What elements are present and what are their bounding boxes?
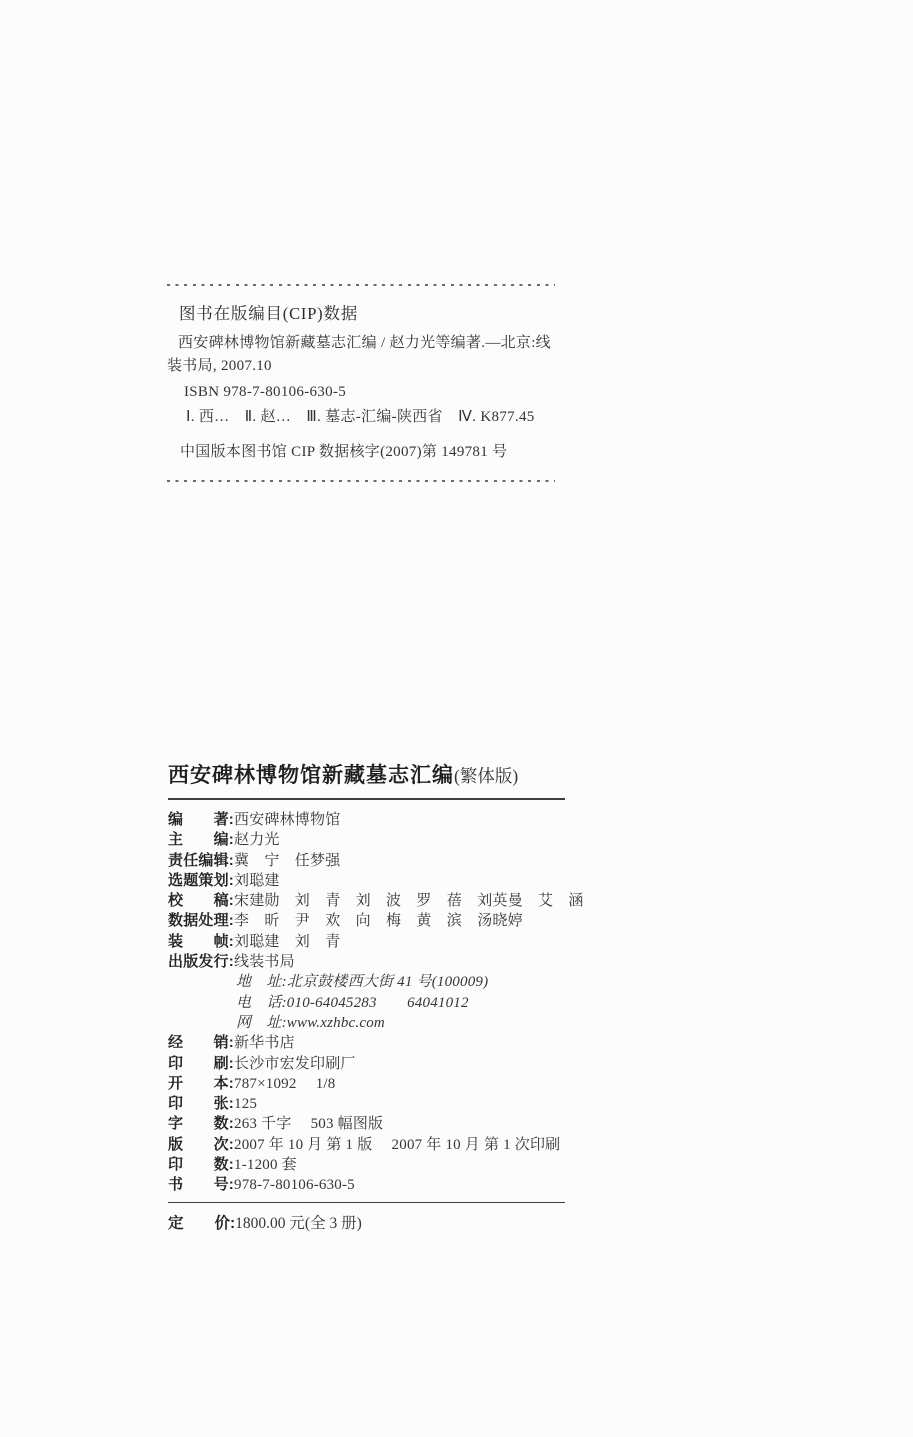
book-title-main: 西安碑林博物馆新藏墓志汇编 xyxy=(168,764,454,787)
row-value: 赵力光 xyxy=(234,832,280,849)
row-value: 李 昕 尹 欢 向 梅 黄 滨 汤晓婷 xyxy=(234,913,523,930)
row-value: 010-64045283 64041012 xyxy=(286,994,469,1011)
row-publisher xyxy=(168,952,565,972)
row-data-processing xyxy=(168,911,565,931)
row-word-count xyxy=(168,1114,565,1134)
row-value: 1-1200 套 xyxy=(234,1157,297,1174)
row-value: 刘聪建 xyxy=(234,872,280,889)
book-title xyxy=(168,761,565,791)
row-value: 263 千字 503 幅图版 xyxy=(234,1116,384,1133)
row-label: 版 次: xyxy=(168,1135,234,1153)
row-label: 定 价: xyxy=(168,1215,236,1233)
row-value: 宋建勋 刘 青 刘 波 罗 蓓 刘英曼 艾 涵 xyxy=(234,893,584,910)
row-value: www.xzhbc.com xyxy=(286,1014,385,1031)
row-value: 新华书店 xyxy=(234,1035,295,1052)
colophon-block xyxy=(168,761,584,1235)
row-format xyxy=(168,1074,565,1094)
row-price xyxy=(168,1213,565,1235)
row-topic-planning xyxy=(168,871,565,891)
row-publisher-website xyxy=(236,1013,565,1033)
row-value: 线装书局 xyxy=(234,954,295,971)
row-value: 西安碑林博物馆 xyxy=(234,812,341,828)
row-label: 装 帧: xyxy=(168,932,234,950)
row-label: 责任编辑: xyxy=(168,851,234,869)
row-value: 长沙市宏发印刷厂 xyxy=(234,1055,356,1072)
row-label: 校 稿: xyxy=(168,892,234,910)
cip-bibliographic-line-2: 装书局, 2007.10 xyxy=(167,358,272,374)
row-label: 出版发行: xyxy=(168,953,234,971)
row-value: 1800.00 元(全 3 册) xyxy=(235,1215,362,1233)
row-book-number xyxy=(168,1175,565,1195)
row-label: 印 刷: xyxy=(168,1054,234,1072)
row-label: 网 址: xyxy=(236,1014,287,1031)
row-author xyxy=(168,810,565,830)
row-publisher-address xyxy=(236,972,565,992)
row-printer xyxy=(168,1054,565,1074)
cip-bibliographic-line-1: 西安碑林博物馆新藏墓志汇编 / 赵力光等编著.—北京:线 xyxy=(178,335,551,351)
row-value: 2007 年 10 月 第 1 版 2007 年 10 月 第 1 次印刷 xyxy=(234,1136,561,1153)
row-book-design xyxy=(168,932,565,952)
row-label: 选题策划: xyxy=(168,871,234,889)
cip-top-dashed-divider xyxy=(167,284,555,286)
row-label: 字 数: xyxy=(168,1115,234,1133)
title-rule xyxy=(168,798,565,800)
row-label: 开 本: xyxy=(168,1074,234,1092)
row-chief-editor xyxy=(168,830,565,850)
row-label: 编 著: xyxy=(168,811,234,828)
row-value: 北京鼓楼西大街 41 号(100009) xyxy=(286,974,489,991)
row-publisher-phone xyxy=(236,993,565,1013)
row-value: 冀 宁 任梦强 xyxy=(234,852,341,869)
cip-record-number: 中国版本图书馆 CIP 数据核字(2007)第 149781 号 xyxy=(180,444,508,460)
row-print-run xyxy=(168,1155,565,1175)
row-proofreaders xyxy=(168,891,584,911)
row-value: 787×1092 1/8 xyxy=(234,1075,336,1092)
cip-heading: 图书在版编目(CIP)数据 xyxy=(179,304,359,323)
row-label: 数据处理: xyxy=(168,912,234,930)
cip-bottom-dashed-divider xyxy=(167,480,555,482)
row-label: 经 销: xyxy=(168,1034,234,1052)
row-responsible-editor xyxy=(168,851,565,871)
row-edition xyxy=(168,1135,565,1155)
row-label: 电 话: xyxy=(236,994,287,1011)
row-label: 印 张: xyxy=(168,1095,234,1113)
row-label: 主 编: xyxy=(168,831,234,849)
row-value: 978-7-80106-630-5 xyxy=(234,1177,355,1194)
price-rule xyxy=(168,1202,565,1204)
row-label: 书 号: xyxy=(168,1176,234,1194)
row-value: 刘聪建 刘 青 xyxy=(234,933,341,950)
row-distributor xyxy=(168,1033,565,1053)
cip-classification: Ⅰ. 西… Ⅱ. 赵… Ⅲ. 墓志-汇编-陕西省 Ⅳ. K877.45 xyxy=(186,409,535,425)
row-value: 125 xyxy=(234,1096,258,1113)
row-printed-sheets xyxy=(168,1094,565,1114)
cip-isbn: ISBN 978-7-80106-630-5 xyxy=(184,384,347,400)
publication-details xyxy=(168,810,584,1196)
row-label: 地 址: xyxy=(236,974,287,991)
cip-data-block xyxy=(167,284,555,482)
row-label: 印 数: xyxy=(168,1156,234,1174)
book-title-edition: (繁体版) xyxy=(454,766,519,786)
